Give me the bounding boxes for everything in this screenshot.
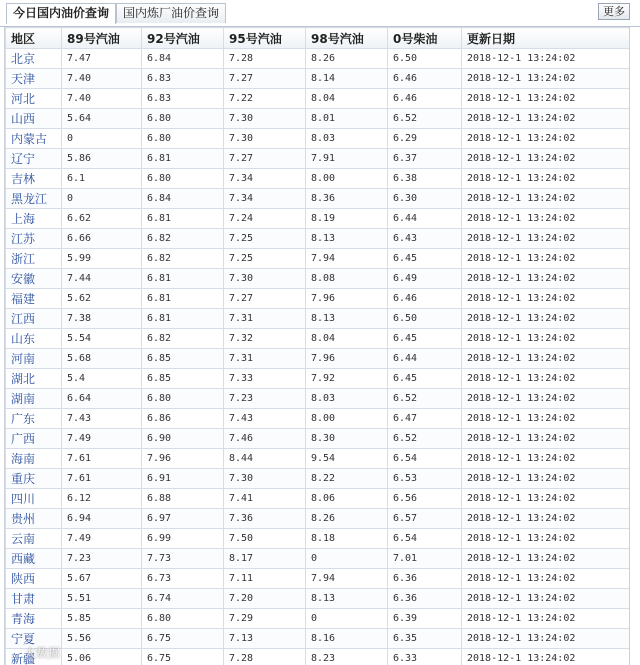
gasoline-89-cell: 7.40 [62,89,142,109]
region-cell[interactable]: 四川 [6,489,62,509]
gasoline-95-cell: 7.46 [224,429,306,449]
gasoline-95-cell: 7.27 [224,289,306,309]
gasoline-95-cell: 7.24 [224,209,306,229]
gasoline-92-cell: 7.96 [142,449,224,469]
gasoline-92-cell: 6.80 [142,169,224,189]
gasoline-89-cell: 6.66 [62,229,142,249]
gasoline-92-cell: 6.84 [142,49,224,69]
update-date-cell: 2018-12-1 13:24:02 [462,469,630,489]
update-date-cell: 2018-12-1 13:24:02 [462,149,630,169]
diesel-0-cell: 6.44 [388,349,462,369]
gasoline-92-cell: 6.91 [142,469,224,489]
update-date-cell: 2018-12-1 13:24:02 [462,229,630,249]
update-date-cell: 2018-12-1 13:24:02 [462,629,630,649]
table-row [6,89,630,109]
gasoline-98-cell: 7.94 [306,249,388,269]
diesel-0-cell: 6.52 [388,429,462,449]
gasoline-89-cell: 7.44 [62,269,142,289]
oil-price-table [5,27,630,665]
table-row [6,589,630,609]
region-cell[interactable]: 海南 [6,449,62,469]
diesel-0-cell: 6.45 [388,329,462,349]
gasoline-98-cell: 8.01 [306,109,388,129]
region-cell[interactable]: 湖南 [6,389,62,409]
region-cell[interactable]: 广西 [6,429,62,449]
region-cell[interactable]: 黑龙江 [6,189,62,209]
region-cell[interactable]: 天津 [6,69,62,89]
gasoline-95-cell: 7.31 [224,309,306,329]
diesel-0-cell: 7.01 [388,549,462,569]
gasoline-92-cell: 6.80 [142,389,224,409]
column-header-region: 地区 [6,28,62,49]
gasoline-89-cell: 5.99 [62,249,142,269]
table-row [6,289,630,309]
gasoline-98-cell: 8.00 [306,409,388,429]
table-row [6,529,630,549]
gasoline-92-cell: 6.90 [142,429,224,449]
gasoline-98-cell: 8.08 [306,269,388,289]
gasoline-95-cell: 7.50 [224,529,306,549]
gasoline-89-cell: 6.64 [62,389,142,409]
gasoline-89-cell: 7.23 [62,549,142,569]
table-row [6,609,630,629]
update-date-cell: 2018-12-1 13:24:02 [462,349,630,369]
update-date-cell: 2018-12-1 13:24:02 [462,389,630,409]
gasoline-98-cell: 7.91 [306,149,388,169]
table-row [6,389,630,409]
gasoline-89-cell: 5.86 [62,149,142,169]
watermark-text: 大数据 [24,646,61,660]
gasoline-98-cell: 8.16 [306,629,388,649]
diesel-0-cell: 6.36 [388,589,462,609]
diesel-0-cell: 6.43 [388,229,462,249]
gasoline-89-cell: 7.38 [62,309,142,329]
diesel-0-cell: 6.37 [388,149,462,169]
gasoline-98-cell: 8.13 [306,309,388,329]
gasoline-98-cell: 7.96 [306,289,388,309]
gasoline-98-cell: 8.00 [306,169,388,189]
diesel-0-cell: 6.33 [388,649,462,665]
diesel-0-cell: 6.52 [388,389,462,409]
gasoline-98-cell: 8.30 [306,429,388,449]
column-header-update-date: 更新日期 [462,28,630,49]
gasoline-92-cell: 6.81 [142,209,224,229]
update-date-cell: 2018-12-1 13:24:02 [462,269,630,289]
gasoline-95-cell: 7.25 [224,249,306,269]
gasoline-92-cell: 6.85 [142,349,224,369]
gasoline-95-cell: 7.41 [224,489,306,509]
gasoline-98-cell: 9.54 [306,449,388,469]
region-cell[interactable]: 广东 [6,409,62,429]
gasoline-89-cell: 7.47 [62,49,142,69]
region-cell[interactable]: 北京 [6,49,62,69]
update-date-cell: 2018-12-1 13:24:02 [462,409,630,429]
table-row [6,169,630,189]
gasoline-95-cell: 8.44 [224,449,306,469]
column-header-98-gasoline: 98号汽油 [306,28,388,49]
gasoline-95-cell: 7.43 [224,409,306,429]
gasoline-89-cell: 6.62 [62,209,142,229]
gasoline-98-cell: 8.04 [306,329,388,349]
region-cell[interactable]: 青海 [6,609,62,629]
update-date-cell: 2018-12-1 13:24:02 [462,509,630,529]
diesel-0-cell: 6.47 [388,409,462,429]
gasoline-89-cell: 7.43 [62,409,142,429]
gasoline-95-cell: 7.31 [224,349,306,369]
column-header-89-gasoline: 89号汽油 [62,28,142,49]
table-row [6,429,630,449]
gasoline-92-cell: 7.73 [142,549,224,569]
update-date-cell: 2018-12-1 13:24:02 [462,89,630,109]
update-date-cell: 2018-12-1 13:24:02 [462,209,630,229]
gasoline-95-cell: 7.34 [224,189,306,209]
update-date-cell: 2018-12-1 13:24:02 [462,49,630,69]
gasoline-92-cell: 6.99 [142,529,224,549]
table-row [6,149,630,169]
diesel-0-cell: 6.45 [388,369,462,389]
diesel-0-cell: 6.54 [388,529,462,549]
gasoline-95-cell: 7.29 [224,609,306,629]
gasoline-95-cell: 7.30 [224,109,306,129]
gasoline-92-cell: 6.83 [142,89,224,109]
diesel-0-cell: 6.49 [388,269,462,289]
update-date-cell: 2018-12-1 13:24:02 [462,369,630,389]
gasoline-89-cell: 0 [62,189,142,209]
region-cell[interactable]: 内蒙古 [6,129,62,149]
gasoline-89-cell: 5.56 [62,629,142,649]
gasoline-92-cell: 6.81 [142,309,224,329]
table-row [6,549,630,569]
gasoline-95-cell: 7.27 [224,149,306,169]
region-cell[interactable]: 重庆 [6,469,62,489]
gasoline-89-cell: 7.49 [62,529,142,549]
update-date-cell: 2018-12-1 13:24:02 [462,449,630,469]
region-cell[interactable]: 浙江 [6,249,62,269]
gasoline-89-cell: 0 [62,129,142,149]
table-row [6,569,630,589]
region-cell[interactable]: 辽宁 [6,149,62,169]
gasoline-92-cell: 6.81 [142,269,224,289]
gasoline-89-cell: 5.68 [62,349,142,369]
diesel-0-cell: 6.35 [388,629,462,649]
gasoline-92-cell: 6.86 [142,409,224,429]
gasoline-98-cell: 8.03 [306,389,388,409]
oil-price-table-container [4,27,630,665]
gasoline-95-cell: 7.13 [224,629,306,649]
region-cell[interactable]: 新疆 [6,649,62,665]
table-row [6,209,630,229]
table-row [6,129,630,149]
update-date-cell: 2018-12-1 13:24:02 [462,529,630,549]
update-date-cell: 2018-12-1 13:24:02 [462,549,630,569]
gasoline-89-cell: 7.61 [62,449,142,469]
gasoline-95-cell: 7.28 [224,49,306,69]
gasoline-95-cell: 7.11 [224,569,306,589]
table-row [6,409,630,429]
gasoline-89-cell: 6.1 [62,169,142,189]
gasoline-89-cell: 7.49 [62,429,142,449]
table-header-row [6,28,630,49]
gasoline-98-cell: 8.18 [306,529,388,549]
gasoline-95-cell: 7.20 [224,589,306,609]
update-date-cell: 2018-12-1 13:24:02 [462,569,630,589]
region-cell[interactable]: 福建 [6,289,62,309]
gasoline-92-cell: 6.73 [142,569,224,589]
gasoline-95-cell: 8.17 [224,549,306,569]
gasoline-95-cell: 7.22 [224,89,306,109]
table-row [6,329,630,349]
gasoline-95-cell: 7.32 [224,329,306,349]
region-cell[interactable]: 江苏 [6,229,62,249]
diesel-0-cell: 6.54 [388,449,462,469]
gasoline-89-cell: 7.40 [62,69,142,89]
gasoline-98-cell: 8.13 [306,229,388,249]
region-cell[interactable]: 湖北 [6,369,62,389]
gasoline-98-cell: 8.22 [306,469,388,489]
gasoline-92-cell: 6.84 [142,189,224,209]
region-cell[interactable]: 安徽 [6,269,62,289]
gasoline-89-cell: 5.62 [62,289,142,309]
update-date-cell: 2018-12-1 13:24:02 [462,609,630,629]
gasoline-92-cell: 6.82 [142,229,224,249]
table-row [6,469,630,489]
gasoline-98-cell: 0 [306,609,388,629]
diesel-0-cell: 6.46 [388,89,462,109]
update-date-cell: 2018-12-1 13:24:02 [462,169,630,189]
table-row [6,629,630,649]
region-cell[interactable]: 山西 [6,109,62,129]
diesel-0-cell: 6.50 [388,49,462,69]
gasoline-95-cell: 7.30 [224,129,306,149]
table-row [6,309,630,329]
update-date-cell: 2018-12-1 13:24:02 [462,589,630,609]
gasoline-92-cell: 6.85 [142,369,224,389]
region-cell[interactable]: 河北 [6,89,62,109]
update-date-cell: 2018-12-1 13:24:02 [462,249,630,269]
gasoline-92-cell: 6.81 [142,149,224,169]
region-cell[interactable]: 吉林 [6,169,62,189]
update-date-cell: 2018-12-1 13:24:02 [462,189,630,209]
region-cell[interactable]: 贵州 [6,509,62,529]
diesel-0-cell: 6.50 [388,309,462,329]
column-header-92-gasoline: 92号汽油 [142,28,224,49]
region-cell[interactable]: 甘肃 [6,589,62,609]
table-row [6,249,630,269]
diesel-0-cell: 6.38 [388,169,462,189]
diesel-0-cell: 6.44 [388,209,462,229]
update-date-cell: 2018-12-1 13:24:02 [462,429,630,449]
gasoline-92-cell: 6.75 [142,649,224,665]
gasoline-95-cell: 7.33 [224,369,306,389]
update-date-cell: 2018-12-1 13:24:02 [462,129,630,149]
region-cell[interactable]: 上海 [6,209,62,229]
diesel-0-cell: 6.52 [388,109,462,129]
table-row [6,269,630,289]
table-row [6,69,630,89]
tab-bar [0,0,640,27]
gasoline-98-cell: 8.03 [306,129,388,149]
region-cell[interactable]: 河南 [6,349,62,369]
gasoline-89-cell: 5.51 [62,589,142,609]
column-header-95-gasoline: 95号汽油 [224,28,306,49]
gasoline-89-cell: 5.85 [62,609,142,629]
gasoline-98-cell: 7.96 [306,349,388,369]
gasoline-95-cell: 7.34 [224,169,306,189]
gasoline-92-cell: 6.75 [142,629,224,649]
gasoline-92-cell: 6.81 [142,289,224,309]
region-cell[interactable]: 云南 [6,529,62,549]
table-row [6,649,630,665]
table-row [6,109,630,129]
diesel-0-cell: 6.45 [388,249,462,269]
gasoline-92-cell: 6.74 [142,589,224,609]
gasoline-95-cell: 7.36 [224,509,306,529]
diesel-0-cell: 6.29 [388,129,462,149]
gasoline-98-cell: 8.23 [306,649,388,665]
gasoline-89-cell: 5.67 [62,569,142,589]
gasoline-95-cell: 7.25 [224,229,306,249]
gasoline-98-cell: 8.14 [306,69,388,89]
gasoline-98-cell: 0 [306,549,388,569]
diesel-0-cell: 6.53 [388,469,462,489]
table-row [6,369,630,389]
gasoline-95-cell: 7.28 [224,649,306,665]
table-row [6,49,630,69]
table-row [6,189,630,209]
table-row [6,349,630,369]
tab-refinery-oil-price[interactable]: 国内炼厂油价查询 [116,3,226,23]
diesel-0-cell: 6.39 [388,609,462,629]
diesel-0-cell: 6.46 [388,289,462,309]
diesel-0-cell: 6.36 [388,569,462,589]
update-date-cell: 2018-12-1 13:24:02 [462,69,630,89]
gasoline-92-cell: 6.80 [142,129,224,149]
gasoline-98-cell: 8.36 [306,189,388,209]
gasoline-89-cell: 5.54 [62,329,142,349]
update-date-cell: 2018-12-1 13:24:02 [462,109,630,129]
column-header-0-diesel: 0号柴油 [388,28,462,49]
gasoline-98-cell: 8.04 [306,89,388,109]
gasoline-89-cell: 5.06 [62,649,142,665]
gasoline-98-cell: 8.26 [306,509,388,529]
gasoline-95-cell: 7.30 [224,269,306,289]
gasoline-95-cell: 7.30 [224,469,306,489]
gasoline-98-cell: 8.26 [306,49,388,69]
gasoline-98-cell: 8.13 [306,589,388,609]
table-row [6,449,630,469]
gasoline-89-cell: 5.4 [62,369,142,389]
update-date-cell: 2018-12-1 13:24:02 [462,309,630,329]
update-date-cell: 2018-12-1 13:24:02 [462,329,630,349]
table-row [6,509,630,529]
update-date-cell: 2018-12-1 13:24:02 [462,649,630,665]
gasoline-95-cell: 7.23 [224,389,306,409]
region-cell[interactable]: 陕西 [6,569,62,589]
gasoline-98-cell: 7.94 [306,569,388,589]
diesel-0-cell: 6.46 [388,69,462,89]
gasoline-89-cell: 6.12 [62,489,142,509]
gasoline-92-cell: 6.82 [142,329,224,349]
diesel-0-cell: 6.56 [388,489,462,509]
region-cell[interactable]: 西藏 [6,549,62,569]
region-cell[interactable]: 山东 [6,329,62,349]
gasoline-89-cell: 6.94 [62,509,142,529]
gasoline-95-cell: 7.27 [224,69,306,89]
gasoline-89-cell: 5.64 [62,109,142,129]
gasoline-98-cell: 7.92 [306,369,388,389]
gasoline-98-cell: 8.06 [306,489,388,509]
more-button[interactable]: 更多 [598,3,630,20]
gasoline-92-cell: 6.80 [142,109,224,129]
tab-domestic-oil-price[interactable]: 今日国内油价查询 [6,3,116,24]
update-date-cell: 2018-12-1 13:24:02 [462,289,630,309]
diesel-0-cell: 6.30 [388,189,462,209]
gasoline-92-cell: 6.83 [142,69,224,89]
diesel-0-cell: 6.57 [388,509,462,529]
gasoline-92-cell: 6.88 [142,489,224,509]
table-row [6,229,630,249]
gasoline-98-cell: 8.19 [306,209,388,229]
update-date-cell: 2018-12-1 13:24:02 [462,489,630,509]
region-cell[interactable]: 江西 [6,309,62,329]
gasoline-92-cell: 6.82 [142,249,224,269]
region-cell[interactable]: 宁夏 [6,629,62,649]
table-row [6,489,630,509]
gasoline-89-cell: 7.61 [62,469,142,489]
gasoline-92-cell: 6.97 [142,509,224,529]
gasoline-92-cell: 6.80 [142,609,224,629]
